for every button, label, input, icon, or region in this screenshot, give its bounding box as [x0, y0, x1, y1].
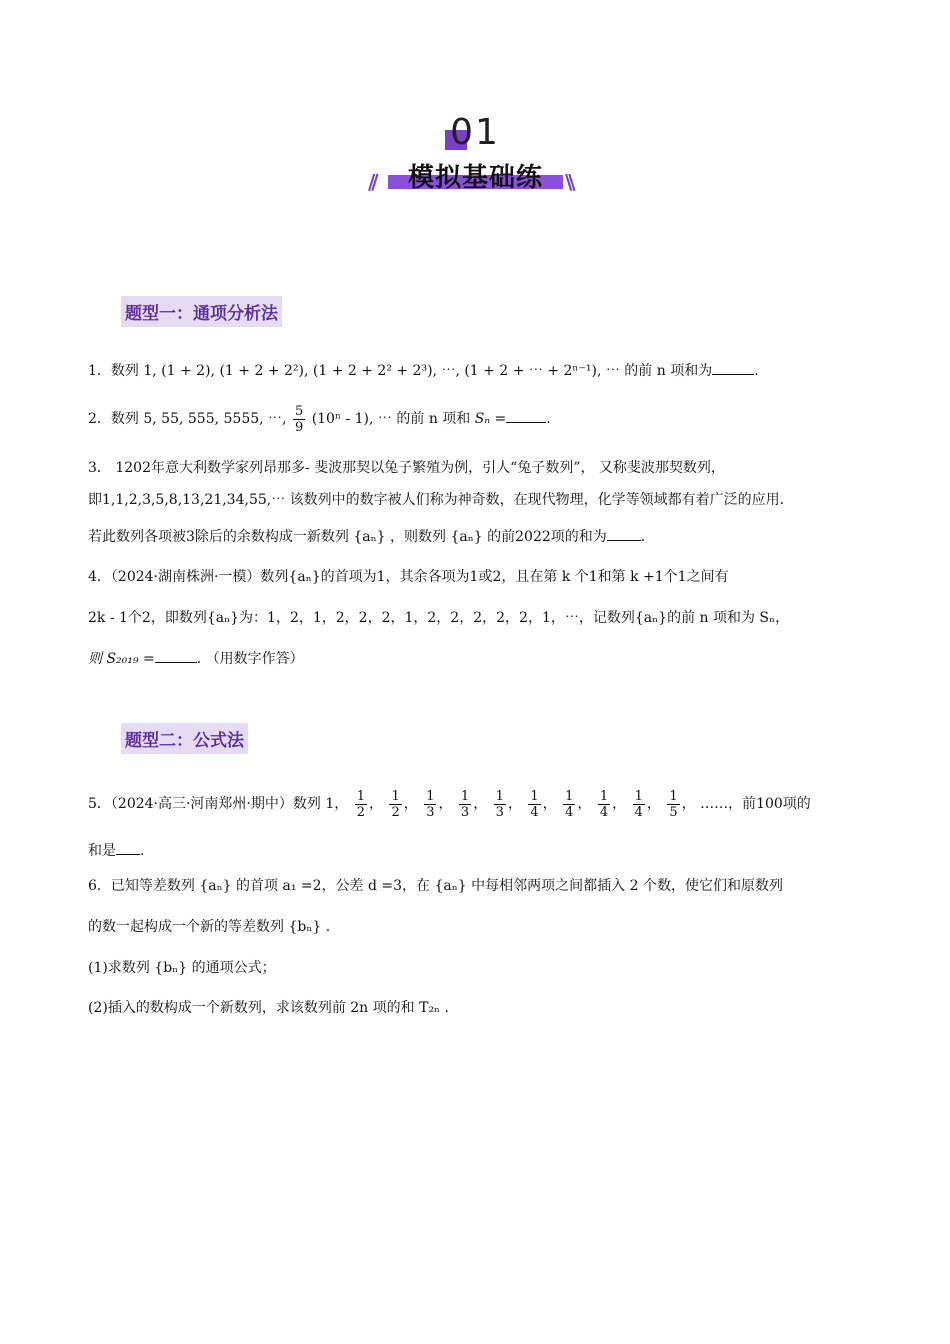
header-right-decoration: \\	[565, 170, 572, 194]
q5-fraction-6	[528, 789, 540, 820]
q5-line-2-prefix: 和是	[88, 843, 116, 859]
q5-fraction-9-den: 4	[634, 804, 643, 820]
q5-fraction-5	[494, 789, 506, 820]
q5-fraction-7	[563, 789, 575, 820]
q5-fraction-8	[598, 789, 610, 820]
header-title-box	[388, 157, 563, 191]
q1-answer-blank[interactable]	[712, 360, 754, 375]
q5-first-term: 1	[325, 796, 335, 812]
q2-sequence: 5, 55, 555, 5555, ⋯,	[143, 411, 287, 427]
question-4-line-3	[88, 648, 304, 669]
q5-fraction-7-num: 1	[565, 788, 574, 804]
q1-prefix: 1．数列	[88, 363, 139, 379]
q5-suffix: 项的	[782, 796, 811, 812]
section-heading-1: 题型一：通项分析法	[121, 296, 282, 327]
q5-fraction-2-num: 1	[391, 788, 400, 804]
q5-fraction-10	[667, 789, 679, 820]
q5-fraction-9-num: 1	[634, 788, 643, 804]
question-4-line-1: 4．（2024·湖南株洲·一模）数列{aₙ}的首项为1，其余各项为1或2，且在第 k 个1和第 k +1个1之间有	[88, 569, 729, 585]
q5-fraction-6-num: 1	[530, 788, 539, 804]
q2-fraction	[293, 404, 305, 435]
question-6-part-2: (2)插入的数构成一个新数列，求该数列前 2n 项的和 T₂ₙ .	[88, 1000, 450, 1016]
q5-end: .	[140, 843, 145, 859]
q5-fraction-1	[355, 789, 367, 820]
q5-answer-blank[interactable]	[116, 840, 140, 855]
section-heading-2: 题型二：公式法	[121, 723, 248, 754]
q3-answer-blank[interactable]	[607, 526, 641, 541]
q5-fraction-3-den: 3	[426, 804, 435, 820]
q5-count: 100	[756, 796, 783, 812]
header-title: 模拟基础练	[407, 163, 543, 193]
q4-answer-blank[interactable]	[155, 648, 197, 663]
q5-fraction-9	[633, 789, 645, 820]
q5-fraction-1-num: 1	[356, 788, 365, 804]
q2-sn: Sₙ =	[474, 411, 507, 427]
q5-ellipsis: ……，前	[700, 796, 757, 812]
question-2	[88, 403, 551, 435]
q5-fraction-6-den: 4	[530, 804, 539, 820]
q2-fraction-numerator: 5	[294, 403, 304, 419]
q3-line-3-text: 若此数列各项被3除后的余数构成一新数列 {aₙ} ，则数列 {aₙ} 的前2022项的和为	[88, 529, 607, 545]
q5-fraction-10-num: 1	[669, 788, 678, 804]
q2-prefix: 2．数列	[88, 411, 139, 427]
header-number: 01	[450, 112, 500, 153]
q5-fraction-3-num: 1	[426, 788, 435, 804]
q5-fraction-4-num: 1	[460, 788, 470, 804]
q5-fraction-4-den: 3	[460, 804, 470, 820]
question-3-line-3	[88, 526, 645, 547]
q2-fraction-denominator: 9	[294, 419, 304, 435]
q1-suffix: 的前 n 项和为	[624, 363, 713, 379]
q3-end: .	[640, 529, 646, 545]
q2-end: .	[546, 411, 551, 427]
q5-fraction-8-den: 4	[599, 804, 609, 820]
q5-fraction-5-den: 3	[495, 804, 504, 820]
question-3-line-1: 3． 1202年意大利数学家列昂那多- 斐波那契以兔子繁殖为例，引人“兔子数列”， 又称斐波那契数列，	[88, 460, 725, 476]
question-5-line-2	[88, 840, 144, 861]
question-4-line-2: 2k - 1个2，即数列{aₙ}为：1，2，1，2，2，2，1，2，2，2，2，2，1，⋯，记数列{aₙ}的前 n 项和为 Sₙ，	[88, 610, 790, 626]
question-3-line-2: 即1,1,2,3,5,8,13,21,34,55,⋯ 该数列中的数字被人们称为神奇数，在现代物理，化学等领域都有着广泛的应用.	[88, 492, 785, 508]
q2-sequence-tail: (10ⁿ - 1), ⋯	[311, 411, 392, 427]
q2-answer-blank[interactable]	[506, 408, 546, 423]
q5-fraction-10-den: 5	[669, 804, 678, 820]
q5-fraction-7-den: 4	[565, 804, 574, 820]
header-left-decoration: //	[368, 170, 375, 194]
q5-fraction-5-num: 1	[495, 788, 504, 804]
q5-fraction-2	[389, 789, 401, 820]
question-6-line-2: 的数一起构成一个新的等差数列 {bₙ} .	[88, 919, 331, 935]
question-6-line-1: 6．已知等差数列 {aₙ} 的首项 a₁ =2，公差 d =3，在 {aₙ} 中每相邻两项之间都插入 2 个数，使它们和原数列	[88, 878, 783, 894]
q5-fraction-1-den: 2	[356, 804, 365, 820]
q1-end: .	[754, 363, 759, 379]
q4-line-3-suffix: . （用数字作答）	[196, 651, 304, 667]
q4-s2019: 则 S₂₀₁₉ =	[88, 651, 155, 667]
q2-suffix: 的前 n 项和	[396, 411, 471, 427]
q5-fraction-2-den: 2	[391, 804, 400, 820]
question-1	[88, 360, 759, 381]
q5-fraction-8-num: 1	[599, 788, 609, 804]
question-5: 5．（2024·高三·河南郑州·期中）数列 1， $\frac{1}{2}$ ， $\frac{1}{2}$ ， $\frac{1}{3}$ ， $\frac{1}{3}$ ， $\frac{1}{3}$ ， $\frac{1}{4}$ ， $\frac{1}{4}$ ， $\frac{1}{4}$ ， $\frac{1}{4}$ ， $\frac{1}{5}$ ， ……，前100项的	[88, 788, 811, 820]
q5-prefix: 5．（2024·高三·河南郑州·期中）数列	[88, 796, 321, 812]
q5-fraction-3	[424, 789, 436, 820]
question-6-part-1: (1)求数列 {bₙ} 的通项公式；	[88, 960, 276, 976]
q5-fraction-4	[459, 789, 471, 820]
q1-sequence: 1, (1 + 2), (1 + 2 + 2²), (1 + 2 + 2² + 2³), ⋯, (1 + 2 + ⋯ + 2ⁿ⁻¹), ⋯	[143, 363, 620, 379]
